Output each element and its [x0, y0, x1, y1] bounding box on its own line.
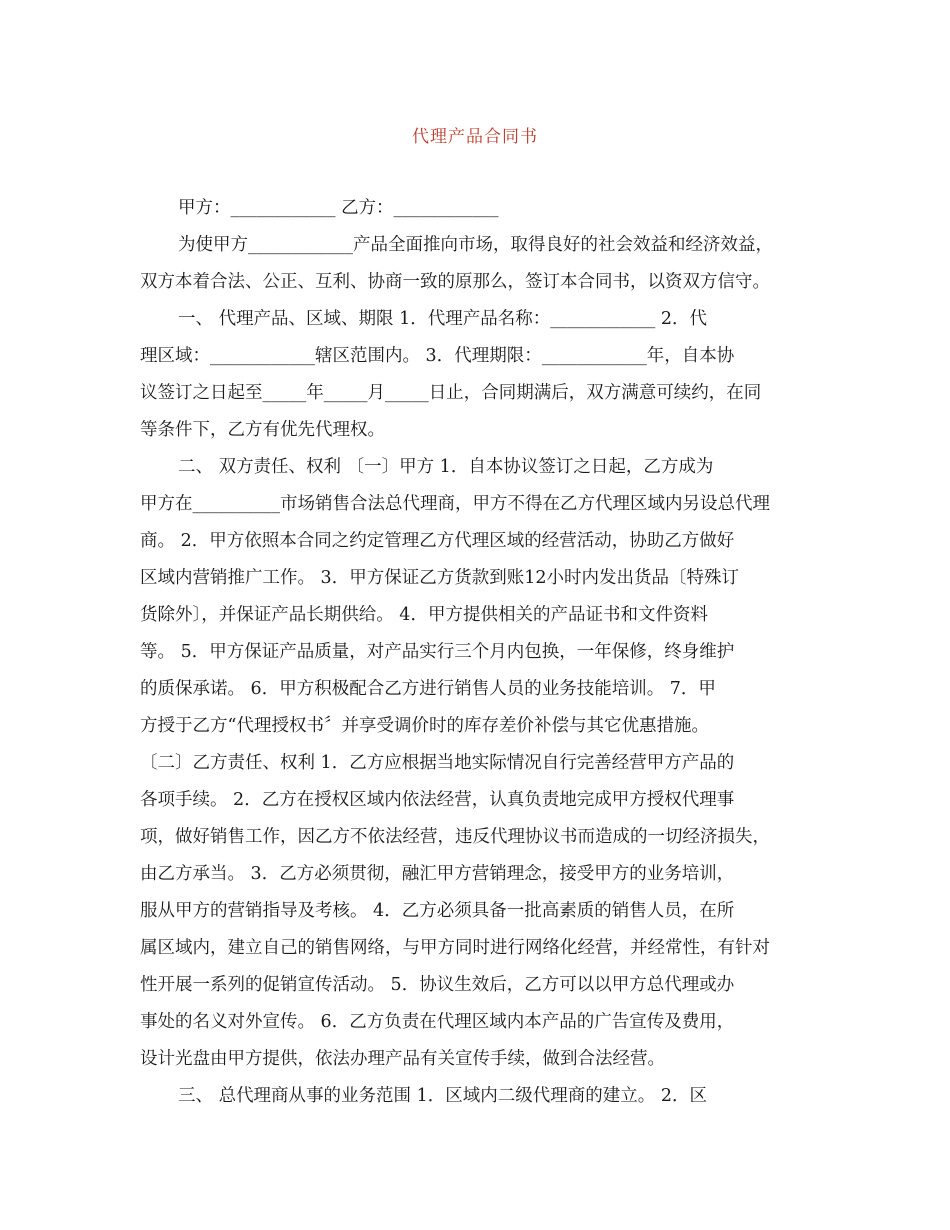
text-line: 区域内营销推广工作。 3．甲方保证乙方货款到账12小时内发出货品〔特殊订: [140, 568, 739, 588]
text-line: 的质保承诺。 6．甲方积极配合乙方进行销售人员的业务技能培训。 7．甲: [140, 679, 716, 699]
text-line: 各项手续。 2．乙方在授权区域内依法经营，认真负责地完成甲方授权代理事: [140, 790, 735, 810]
text-line: 货除外〕，并保证产品长期供给。 4．甲方提供相关的产品证书和文件资料: [140, 605, 708, 625]
text-line: 为使甲方____________产品全面推向市场，取得良好的社会效益和经济效益，: [178, 235, 773, 255]
text-line: 由乙方承当。 3．乙方必须贯彻，融汇甲方营销理念，接受甲方的业务培训，: [140, 864, 735, 884]
text-line: 理区域：____________辖区范围内。 3．代理期限：____________年，自本协: [140, 346, 735, 366]
text-line: 属区域内，建立自己的销售网络，与甲方同时进行网络化经营，并经常性，有针对: [140, 938, 770, 958]
document-title: 代理产品合同书: [412, 127, 538, 147]
text-line: 事处的名义对外宣传。 6．乙方负责在代理区域内本产品的广告宣传及费用，: [140, 1012, 735, 1032]
text-line: 项，做好销售工作，因乙方不依法经营，违反代理协议书而造成的一切经济损失，: [140, 827, 770, 847]
text-line: 等。 5．甲方保证产品质量，对产品实行三个月内包换，一年保修，终身维护: [140, 642, 735, 662]
text-line: 设计光盘由甲方提供，依法办理产品有关宣传手续，做到合法经营。: [140, 1049, 665, 1069]
document-body: [140, 190, 812, 1115]
text-line: 商。 2．甲方依照本合同之约定管理乙方代理区域的经营活动，协助乙方做好: [140, 531, 735, 551]
text-line: 服从甲方的营销指导及考核。 4．乙方必须具备一批高素质的销售人员，在所: [140, 901, 735, 921]
section-heading-2: 二、 双方责任、权利 〔一〕甲方 1．自本协议签订之日起，乙方成为: [178, 457, 714, 477]
text-line: 等条件下，乙方有优先代理权。: [140, 420, 385, 440]
text-line: 方授于乙方“代理授权书〞并享受调价时的库存差价补偿与其它优惠措施。: [140, 716, 709, 736]
text-line: 性开展一系列的促销宣传活动。 5．协议生效后，乙方可以以甲方总代理或办: [140, 975, 735, 995]
section-heading-3: 三、 总代理商从事的业务范围 1．区域内二级代理商的建立。 2．区: [178, 1086, 707, 1106]
section-heading-1: 一、 代理产品、区域、期限 1．代理产品名称：____________ 2．代: [178, 309, 707, 329]
text-line: 双方本着合法、公正、互利、协商一致的原那么，签订本合同书，以资双方信守。: [140, 272, 770, 292]
party-line: 甲方：____________ 乙方：____________: [178, 198, 499, 218]
subsection-heading-2: 〔二〕乙方责任、权利 1．乙方应根据当地实际情况自行完善经营甲方产品的: [140, 753, 735, 773]
text-line: 议签订之日起至_____年_____月_____日止，合同期满后，双方满意可续约，在同: [140, 383, 762, 403]
text-line: 甲方在__________市场销售合法总代理商，甲方不得在乙方代理区域内另设总代理: [140, 494, 770, 514]
